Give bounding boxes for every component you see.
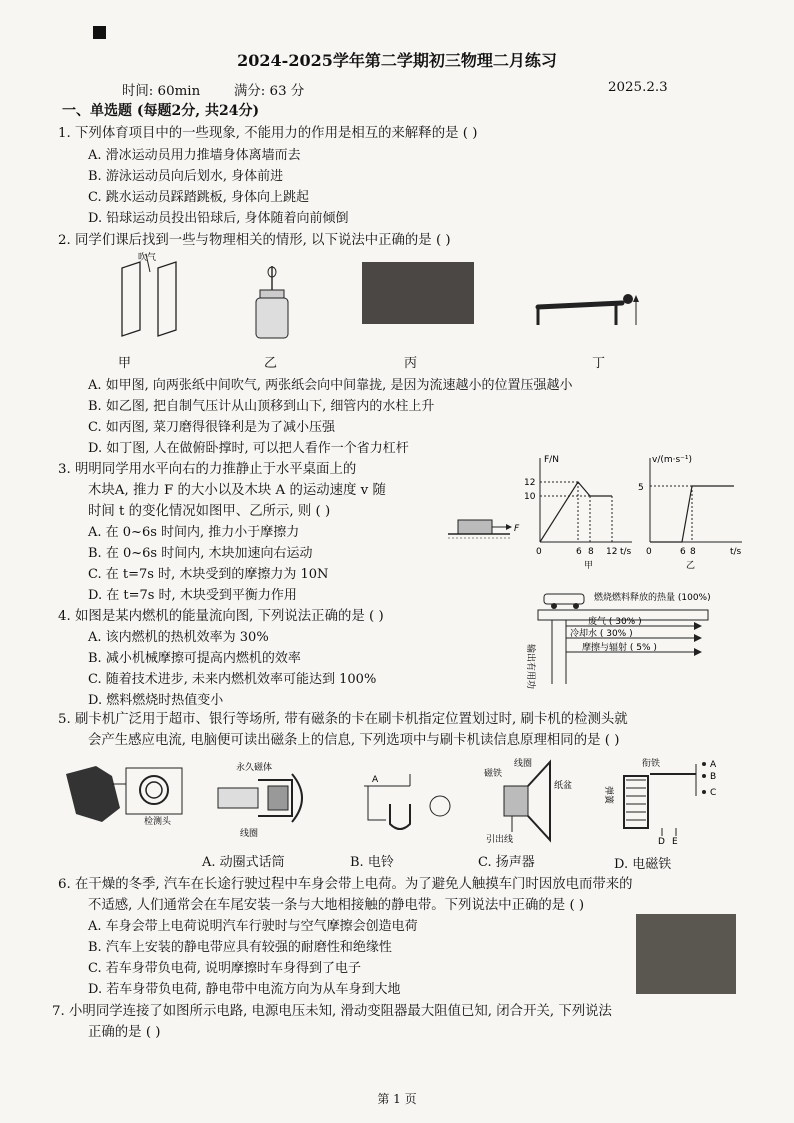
fig-card-reader bbox=[62, 760, 192, 840]
exam-time: 时间: 60min bbox=[122, 84, 201, 99]
q3-stem-line3: 时间 t 的变化情况如图甲、乙所示, 则 ( ) bbox=[88, 504, 331, 519]
detector-label: 检测头 bbox=[144, 817, 172, 827]
page-title: 2024-2025学年第二学期初三物理二月练习 bbox=[237, 51, 557, 70]
graph-b-xtick-8: 8 bbox=[690, 547, 696, 557]
magnet-label: 永久磁体 bbox=[236, 763, 273, 773]
fig-dynamic-mic bbox=[212, 760, 336, 844]
q4-option-b: B. 减小机械摩擦可提高内燃机的效率 bbox=[88, 651, 301, 666]
fig-knife-photo bbox=[362, 262, 474, 324]
fig-energy-flow bbox=[508, 586, 744, 696]
fig-pushup bbox=[530, 285, 640, 335]
graph-a-xtick-12: 12 bbox=[606, 547, 618, 557]
lead-label: 引出线 bbox=[486, 835, 514, 845]
q3-option-b: B. 在 0~6s 时间内, 木块加速向右运动 bbox=[88, 546, 313, 561]
terminal-d: D bbox=[658, 837, 665, 846]
q6-stem-line2: 不适感, 人们通常会在车尾安装一条与大地相接触的静电带。下列说法中正确的是 ( ) bbox=[88, 898, 585, 913]
graph-a-ytick-12: 12 bbox=[524, 478, 536, 488]
fig-label-ding: 丁 bbox=[592, 356, 606, 371]
graph-a-xtick-8: 8 bbox=[588, 547, 594, 557]
q5-stem-line1: 5. 刷卡机广泛用于超市、银行等场所, 带有磁条的卡在刷卡机指定位置划过时, 刷卡机的检测头就 bbox=[58, 712, 628, 727]
force-label: F bbox=[514, 524, 520, 534]
fig-label-bing: 丙 bbox=[404, 356, 418, 371]
graph-b-xtick-6: 6 bbox=[680, 547, 686, 557]
exam-score: 满分: 63 分 bbox=[234, 84, 305, 99]
q5-stem-line2: 会产生感应电流, 电脑便可读出磁条上的信息, 下列选项中与刷卡机读信息原理相同的是 ( ) bbox=[88, 733, 620, 748]
q7-stem-line1: 7. 小明同学连接了如图所示电路, 电源电压未知, 滑动变阻器最大阻值已知, 闭合开关, 下列说法 bbox=[52, 1004, 612, 1019]
terminal-a: A bbox=[710, 760, 717, 770]
q5-option-b: B. 电铃 bbox=[350, 855, 394, 870]
blow-label: 吹气 bbox=[138, 253, 157, 263]
fig-barometer bbox=[252, 262, 292, 342]
q6-option-a: A. 车身会带上电荷说明汽车行驶时与空气摩擦会创造电荷 bbox=[88, 919, 418, 934]
q4-option-c: C. 随着技术进步, 未来内燃机效率可能达到 100% bbox=[88, 672, 377, 687]
q1-option-a: A. 滑冰运动员用力推墙身体离墙而去 bbox=[88, 148, 301, 163]
cone-label: 纸盆 bbox=[554, 781, 573, 791]
q3-option-c: C. 在 t=7s 时, 木块受到的摩擦力为 10N bbox=[88, 567, 329, 582]
terminal-b: B bbox=[710, 772, 717, 782]
q4-option-d: D. 燃料燃烧时热值变小 bbox=[88, 693, 224, 708]
armature-label: 衔铁 bbox=[642, 759, 661, 769]
fig-speaker bbox=[484, 756, 596, 846]
q5-option-c: C. 扬声器 bbox=[478, 855, 535, 870]
fig-electric-bell bbox=[600, 756, 730, 846]
flow-friction: 摩擦与辐射 ( 5% ) bbox=[582, 643, 657, 653]
fig-static-strap-photo bbox=[636, 914, 736, 994]
graph-a-xtick-0: 0 bbox=[536, 547, 542, 557]
fig-paper-blow bbox=[110, 250, 190, 340]
page-number: 第 1 页 bbox=[377, 1092, 417, 1106]
q2-option-a: A. 如甲图, 向两张纸中间吹气, 两张纸会向中间靠拢, 是因为流速越小的位置压强越小 bbox=[88, 378, 573, 393]
spring-label: 弹簧 bbox=[603, 786, 613, 805]
flow-coolant: 冷却水 ( 30% ) bbox=[570, 629, 633, 639]
graph-a-ytick-10: 10 bbox=[524, 492, 536, 502]
section-heading: 一、单选题 (每题2分, 共24分) bbox=[62, 103, 260, 119]
q5-option-a: A. 动圈式话筒 bbox=[202, 855, 285, 870]
coil-label: 线圈 bbox=[240, 829, 259, 839]
q5-option-d: D. 电磁铁 bbox=[614, 857, 672, 872]
terminal-c: C bbox=[710, 788, 717, 798]
q6-stem-line1: 6. 在干燥的冬季, 汽车在长途行驶过程中车身会带上电荷。为了避免人触摸车门时因放电而带来的 bbox=[58, 877, 633, 892]
fig-generator-circuit bbox=[354, 760, 464, 844]
flow-top-label: 燃烧燃料释放的热量 (100%) bbox=[594, 593, 711, 603]
graph-b-xtick-0: 0 bbox=[646, 547, 652, 557]
svg-text:A: A bbox=[372, 775, 379, 785]
q4-stem: 4. 如图是某内燃机的能量流向图, 下列说法正确的是 ( ) bbox=[58, 609, 384, 624]
flow-exhaust: 废气 ( 30% ) bbox=[588, 617, 642, 627]
graph-a-ylabel: F/N bbox=[544, 455, 559, 465]
exam-date: 2025.2.3 bbox=[608, 80, 668, 95]
q1-option-c: C. 跳水运动员踩踏跳板, 身体向上跳起 bbox=[88, 190, 310, 205]
graph-a-name: 甲 bbox=[584, 561, 594, 570]
fig-label-yi: 乙 bbox=[264, 356, 278, 371]
q3-stem-line1: 3. 明明同学用水平向右的力推静止于水平桌面上的 bbox=[58, 462, 357, 477]
terminal-e: E bbox=[672, 837, 678, 846]
graph-b-ytick-5: 5 bbox=[638, 483, 644, 493]
coil2-label: 线圈 bbox=[514, 759, 533, 769]
graph-b-name: 乙 bbox=[686, 561, 696, 570]
q2-option-c: C. 如丙图, 菜刀磨得很锋利是为了减小压强 bbox=[88, 420, 336, 435]
q1-option-d: D. 铅球运动员投出铅球后, 身体随着向前倾倒 bbox=[88, 211, 349, 226]
q6-option-d: D. 若车身带负电荷, 静电带中电流方向为从车身到大地 bbox=[88, 982, 401, 997]
graph-b-xlabel: t/s bbox=[730, 547, 742, 557]
q4-option-a: A. 该内燃机的热机效率为 30% bbox=[88, 630, 269, 645]
q1-option-b: B. 游泳运动员向后划水, 身体前进 bbox=[88, 169, 284, 184]
q2-option-d: D. 如丁图, 人在做俯卧撑时, 可以把人看作一个省力杠杆 bbox=[88, 441, 409, 456]
q7-stem-line2: 正确的是 ( ) bbox=[88, 1025, 161, 1040]
q2-stem: 2. 同学们课后找到一些与物理相关的情形, 以下说法中正确的是 ( ) bbox=[58, 233, 451, 248]
q3-option-a: A. 在 0~6s 时间内, 推力小于摩擦力 bbox=[88, 525, 300, 540]
fig-block-on-table bbox=[444, 512, 524, 548]
q6-option-c: C. 若车身带负电荷, 说明摩擦时车身得到了电子 bbox=[88, 961, 362, 976]
graph-a-xtick-6: 6 bbox=[576, 547, 582, 557]
corner-mark bbox=[93, 26, 106, 39]
q2-option-b: B. 如乙图, 把自制气压计从山顶移到山下, 细管内的水柱上升 bbox=[88, 399, 435, 414]
q3-stem-line2: 木块A, 推力 F 的大小以及木块 A 的运动速度 v 随 bbox=[88, 483, 386, 498]
q6-option-b: B. 汽车上安装的静电带应具有较强的耐磨性和绝缘性 bbox=[88, 940, 392, 955]
fig-label-jia: 甲 bbox=[118, 356, 132, 371]
graph-velocity-time bbox=[630, 452, 748, 570]
graph-b-ylabel: v/(m·s⁻¹) bbox=[652, 455, 693, 465]
flow-useful-work: 输出有用功 bbox=[525, 644, 535, 690]
graph-a-xlabel: t/s bbox=[620, 547, 632, 557]
magnet2-label: 磁铁 bbox=[484, 769, 503, 779]
q1-stem: 1. 下列体育项目中的一些现象, 不能用力的作用是相互的来解释的是 ( ) bbox=[58, 126, 478, 141]
q3-option-d: D. 在 t=7s 时, 木块受到平衡力作用 bbox=[88, 588, 297, 603]
graph-force-time bbox=[520, 452, 640, 570]
